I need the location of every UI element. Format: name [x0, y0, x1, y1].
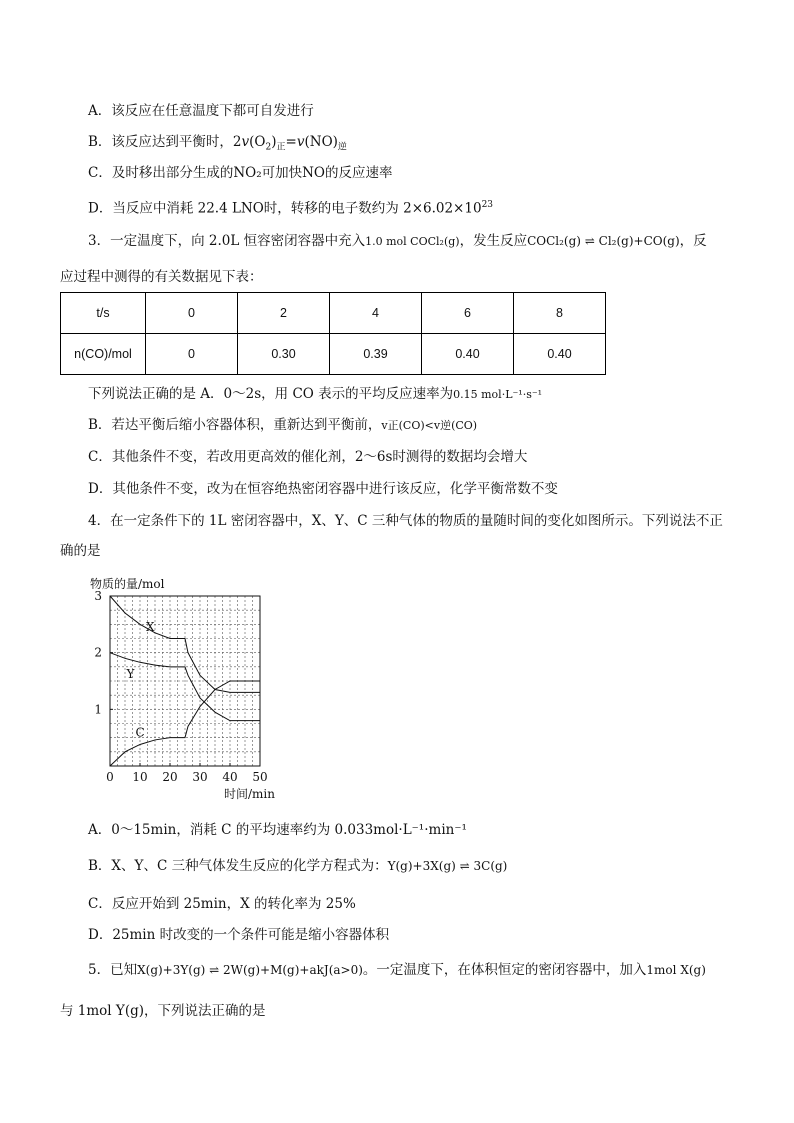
table-header-time: t/s	[61, 293, 146, 334]
q3-option-a-rate: 0.15 mol·L⁻¹·s⁻¹	[453, 388, 543, 401]
q2-option-b-o2sub: 2	[265, 142, 272, 153]
y-tick-label: 3	[94, 589, 102, 603]
table-header-nco: n(CO)/mol	[61, 334, 146, 375]
q3-option-d: D．其他条件不变，改为在恒容绝热密闭容器中进行该反应，化学平衡常数不变	[88, 481, 558, 497]
table-row	[61, 293, 606, 334]
q4-amount-time-chart	[82, 576, 282, 804]
q4-option-b	[88, 857, 507, 875]
q3-data-table	[60, 292, 606, 375]
q4-option-a: A．0～15min，消耗 C 的平均速率约为 0.033mol·L⁻¹·min⁻¹	[88, 822, 467, 838]
q2-option-b-no: (NO)	[304, 134, 338, 150]
y-tick-label: 1	[94, 702, 102, 717]
x-tick-label: 10	[132, 770, 148, 784]
q2-option-b-v1: v	[241, 134, 250, 150]
q3-option-a	[88, 385, 542, 404]
q2-option-b-eq: =	[285, 134, 297, 150]
q3-option-c: C．其他条件不变，若改用更高效的催化剂，2～6s时测得的数据均会增大	[88, 449, 528, 465]
table-row	[61, 334, 606, 375]
q2-option-c: C．及时移出部分生成的NO₂可加快NO的反应速率	[88, 165, 393, 181]
q2-option-a: A．该反应在任意温度下都可自发进行	[88, 103, 314, 119]
q4-stem-line2: 确的是	[60, 543, 101, 559]
q2-option-b-v2: v	[296, 134, 305, 150]
q5-stem-line1	[88, 961, 706, 979]
q4-option-d: D．25min 时改变的一个条件可能是缩小容器体积	[88, 927, 390, 943]
q5-stem-part2: 。一定温度下，在体积恒定的密闭容器中，加入	[362, 962, 647, 978]
q4-option-b-equation: Y(g)+3X(g) ⇌ 3C(g)	[387, 859, 508, 873]
q2-option-b-sub2: 逆	[337, 142, 347, 153]
q2-option-d-sup: 23	[481, 200, 494, 210]
q5-stem-part1: 5．已知	[88, 962, 138, 978]
table-cell: 8	[514, 293, 606, 334]
q3-stem-part1: 3．一定温度下，向 2.0L 恒容密闭容器中充入	[88, 233, 366, 249]
table-cell: 2	[238, 293, 330, 334]
x-tick-label: 0	[106, 770, 114, 784]
q4-stem-line1: 4．在一定条件下的 1L 密闭容器中，X、Y、C 三种气体的物质的量随时间的变化如图所示。下列说法不正	[88, 513, 723, 529]
series-line-y	[110, 653, 260, 721]
series-label-x: X	[146, 620, 155, 635]
q3-stem-part2: ，发生反应	[459, 233, 528, 249]
table-cell: 0.40	[422, 334, 514, 375]
table-cell: 0.39	[330, 334, 422, 375]
x-tick-label: 20	[162, 770, 178, 784]
table-cell: 6	[422, 293, 514, 334]
q3-stem-amount: 1.0 mol COCl₂(g)	[365, 235, 460, 248]
x-tick-label: 30	[192, 770, 208, 784]
q3-option-b-expr: v正(CO)<v逆(CO)	[381, 419, 478, 432]
q2-option-d-text: D．当反应中消耗 22.4 LNO时，转移的电子数约为 2×6.02×10	[88, 200, 482, 217]
q4-option-b-text: B．X、Y、C 三种气体发生反应的化学方程式为：	[88, 858, 388, 874]
q2-option-b-close: )	[271, 134, 277, 150]
q3-stem-line1	[88, 232, 707, 251]
q2-option-d	[88, 196, 493, 218]
x-tick-label: 50	[252, 770, 268, 784]
chart-ylabel: 物质的量/mol	[90, 577, 165, 591]
series-label-c: C	[135, 725, 145, 740]
q3-option-b	[88, 416, 477, 435]
y-tick-label: 2	[94, 645, 102, 660]
series-label-y: Y	[126, 667, 135, 682]
x-tick-label: 40	[222, 770, 238, 784]
q3-stem-part3: ，反	[679, 233, 707, 249]
q2-option-b	[88, 133, 347, 157]
q3-stem-equation: COCl₂(g) ⇌ Cl₂(g)+CO(g)	[527, 234, 680, 248]
q3-option-a-text: 下列说法正确的是 A．0～2s，用 CO 表示的平均反应速率为	[88, 386, 454, 402]
q2-option-b-o2: (O	[249, 134, 266, 150]
chart-ticks	[94, 589, 267, 784]
q4-option-c: C．反应开始到 25min，X 的转化率为 25%	[88, 896, 356, 912]
table-cell: 0	[146, 334, 238, 375]
q2-option-b-sub1: 正	[276, 142, 286, 153]
chart-xlabel: 时间/min	[224, 787, 275, 801]
q3-option-b-text: B．若达平衡后缩小容器体积，重新达到平衡前，	[88, 417, 382, 433]
table-cell: 0.40	[514, 334, 606, 375]
q3-stem-line2: 应过程中测得的有关数据见下表：	[60, 269, 263, 285]
q5-stem-amount: 1mol X(g)	[646, 963, 706, 977]
table-cell: 0	[146, 293, 238, 334]
table-cell: 0.30	[238, 334, 330, 375]
q5-stem-equation: X(g)+3Y(g) ⇌ 2W(g)+M(g)+akJ(a>0)	[137, 963, 363, 977]
q5-stem-line2: 与 1mol Y(g)，下列说法正确的是	[60, 1003, 266, 1019]
table-cell: 4	[330, 293, 422, 334]
q2-option-b-prefix: B．该反应达到平衡时，2	[88, 134, 242, 150]
